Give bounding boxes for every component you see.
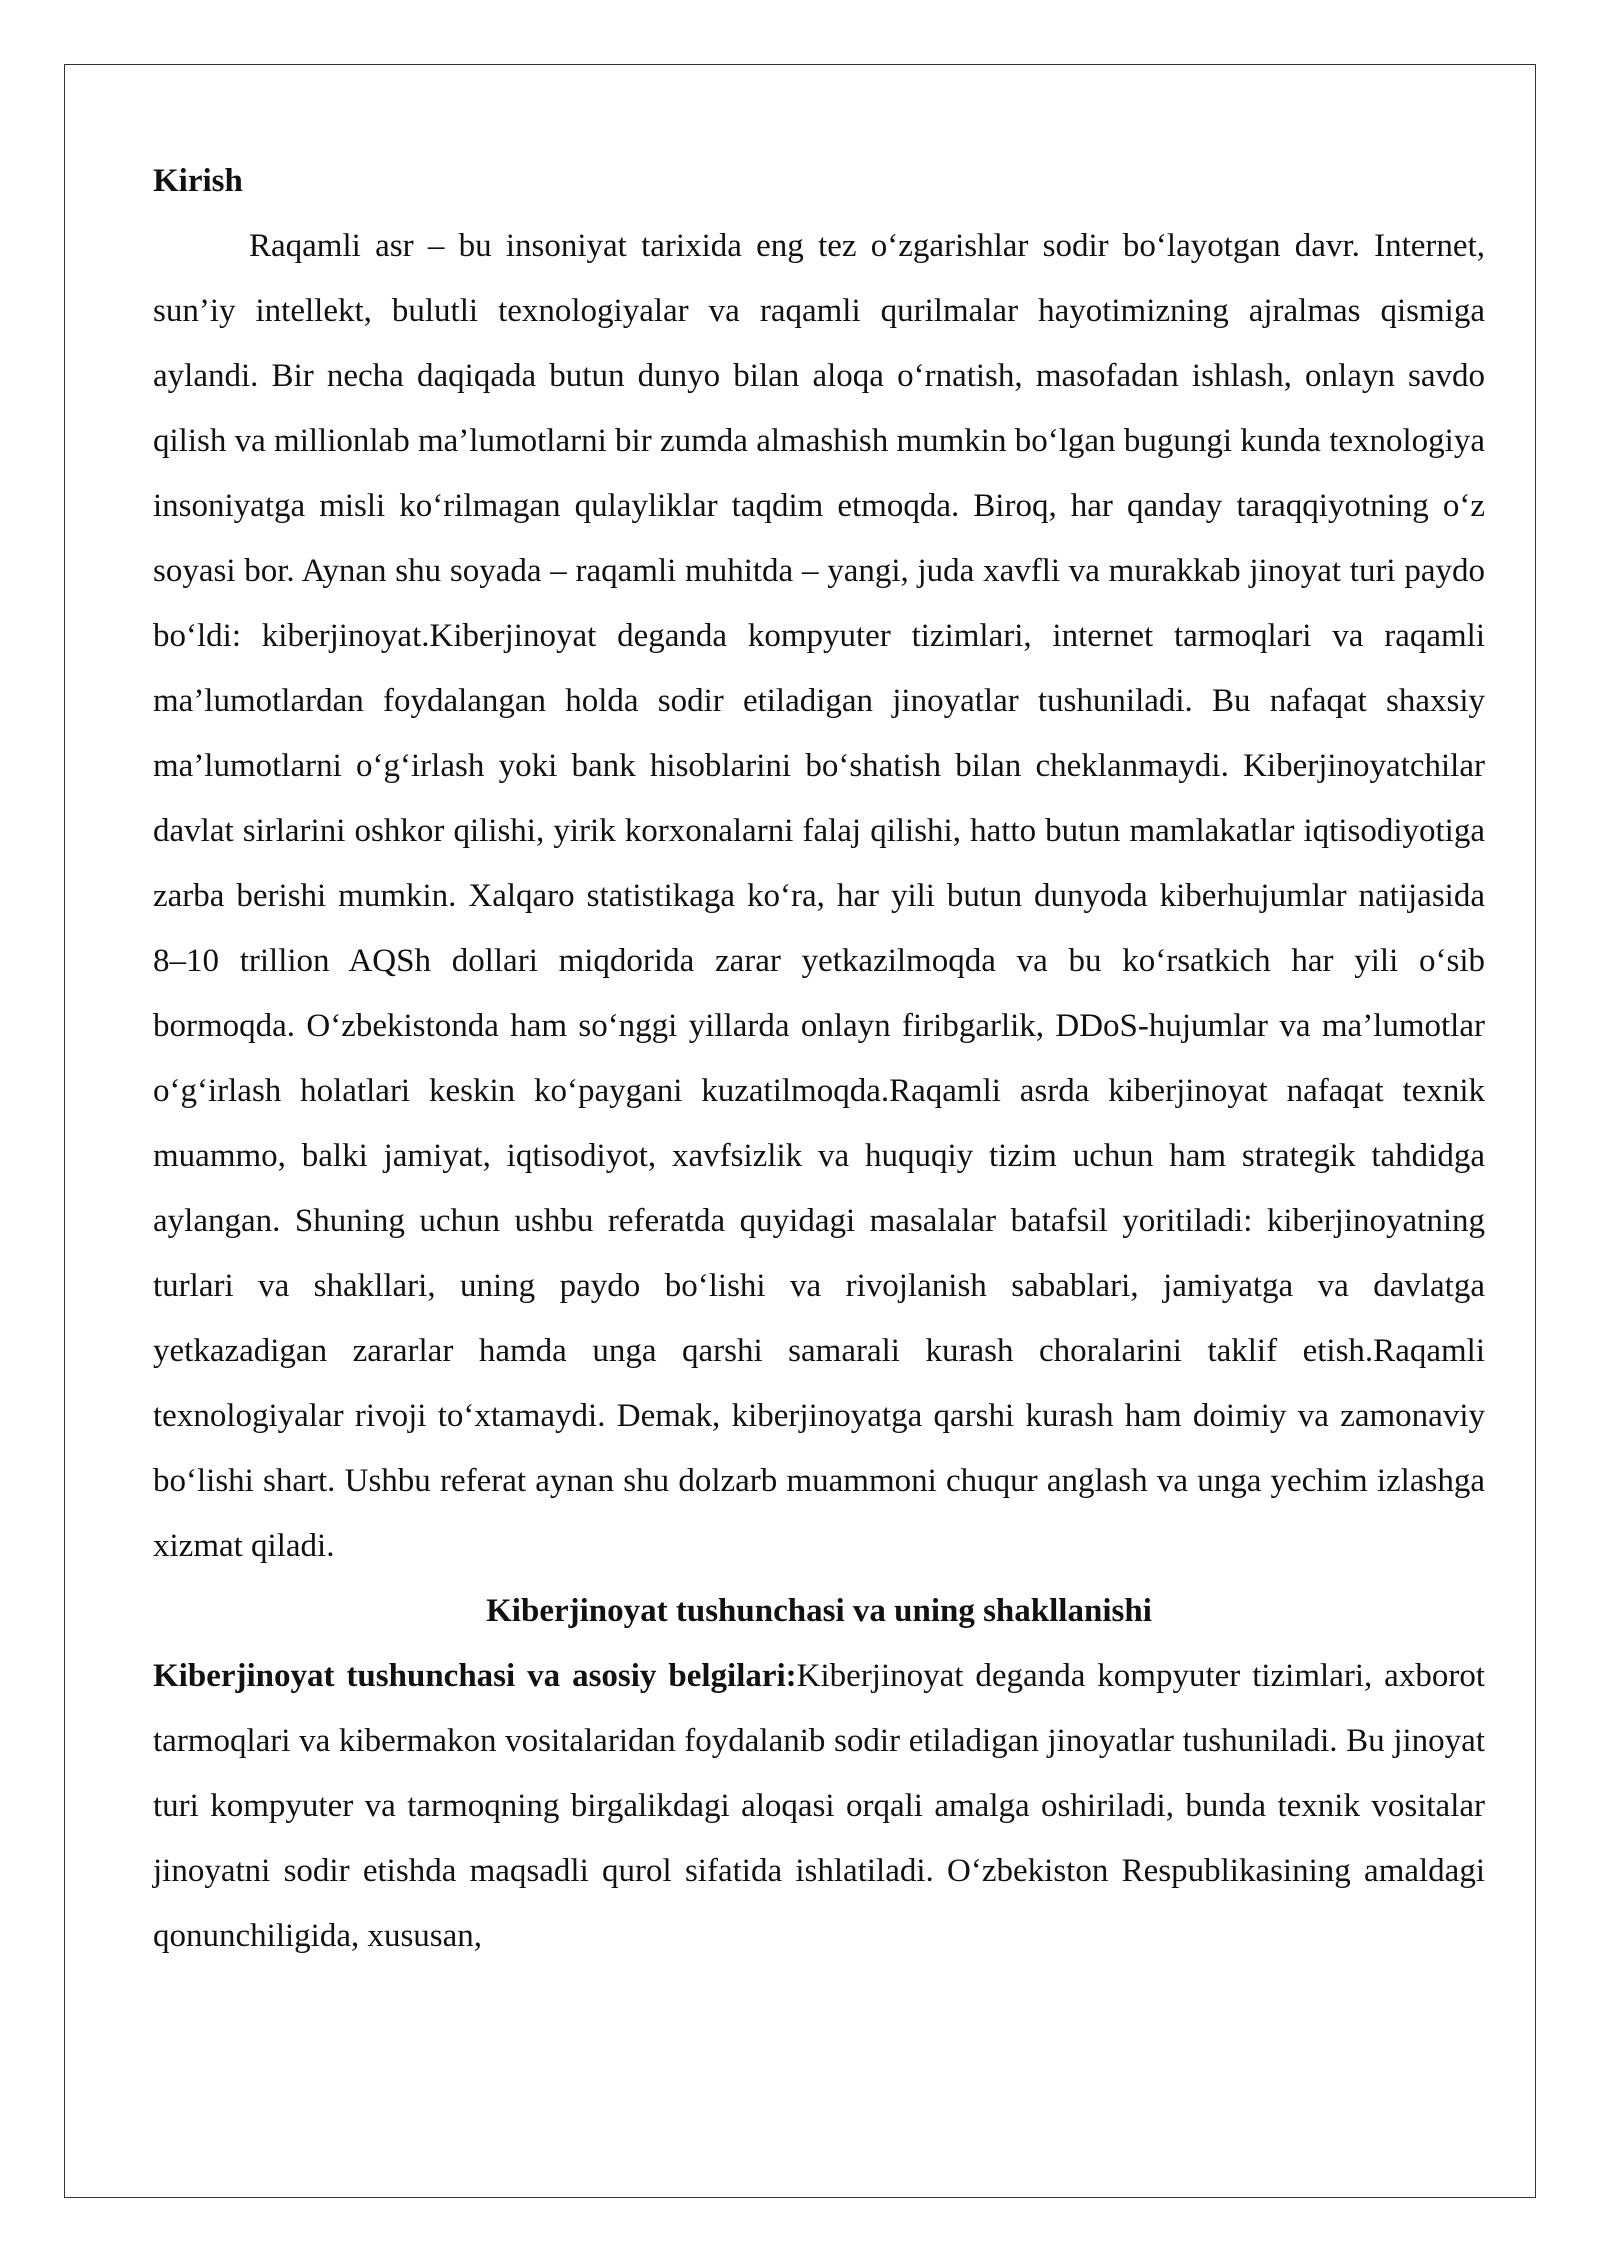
- section-lead: Kiberjinoyat tushunchasi va asosiy belgilari:: [153, 1658, 797, 1694]
- intro-heading: Kirish: [153, 163, 243, 199]
- section-paragraph: [153, 1644, 1485, 1969]
- document-body: [153, 149, 1485, 1969]
- section-title: Kiberjinoyat tushunchasi va uning shakllanishi: [486, 1593, 1152, 1629]
- intro-paragraph: Raqamli asr – bu insoniyat tarixida eng tez oʻzgarishlar sodir boʻlayotgan davr. Internet, sun’iy intellekt, bulutli texnologiyalar va raqamli qurilmalar hayotimizning ajralmas qismiga aylandi. Bir necha daqiqada butun dunyo bilan aloqa oʻrnatish, masofadan ishlash, onlayn savdo qilish va millionlab ma’lumotlarni bir zumda almashish mumkin boʻlgan bugungi kunda texnologiya insoniyatga misli koʻrilmagan qulayliklar taqdim etmoqda. Biroq, har qanday taraqqiyotning oʻz soyasi bor. Aynan shu soyada – raqamli muhitda – yangi, juda xavfli va murakkab jinoyat turi paydo boʻldi: kiberjinoyat.Kiberjinoyat deganda kompyuter tizimlari, internet tarmoqlari va raqamli ma’lumotlardan foydalangan holda sodir etiladigan jinoyatlar tushuniladi. Bu nafaqat shaxsiy ma’lumotlarni oʻgʻirlash yoki bank hisoblarini boʻshatish bilan cheklanmaydi. Kiberjinoyatchilar davlat sirlarini oshkor qilishi, yirik korxonalarni falaj qilishi, hatto butun mamlakatlar iqtisodiyotiga zarba berishi mumkin. Xalqaro statistikaga koʻra, har yili butun dunyoda kiberhujumlar natijasida 8–10 trillion AQSh dollari miqdorida zarar yetkazilmoqda va bu koʻrsatkich har yili oʻsib bormoqda. Oʻzbekistonda ham soʻnggi yillarda onlayn firibgarlik, DDoS-hujumlar va ma’lumotlar oʻgʻirlash holatlari keskin koʻpaygani kuzatilmoqda.Raqamli asrda kiberjinoyat nafaqat texnik muammo, balki jamiyat, iqtisodiyot, xavfsizlik va huquqiy tizim uchun ham strategik tahdidga aylangan. Shuning uchun ushbu referatda quyidagi masalalar batafsil yoritiladi: kiberjinoyatning turlari va shakllari, uning paydo boʻlishi va rivojlanish sabablari, jamiyatga va davlatga yetkazadigan zararlar hamda unga qarshi samarali kurash choralarini taklif etish.Raqamli texnologiyalar rivoji toʻxtamaydi. Demak, kiberjinoyatga qarshi kurash ham doimiy va zamonaviy boʻlishi shart. Ushbu referat aynan shu dolzarb muammoni chuqur anglash va unga yechim izlashga xizmat qiladi.: [153, 228, 1485, 1564]
- section-paragraph-text: Kiberjinoyat deganda kompyuter tizimlari, axborot tarmoqlari va kibermakon vositalaridan foydalanib sodir etiladigan jinoyatlar tushuniladi. Bu jinoyat turi kompyuter va tarmoqning birgalikdagi aloqasi orqali amalga oshiriladi, bunda texnik vositalar jinoyatni sodir etishda maqsadli qurol sifatida ishlatiladi. Oʻzbekiston Respublikasining amaldagi qonunchiligida, xususan,: [153, 1658, 1485, 1954]
